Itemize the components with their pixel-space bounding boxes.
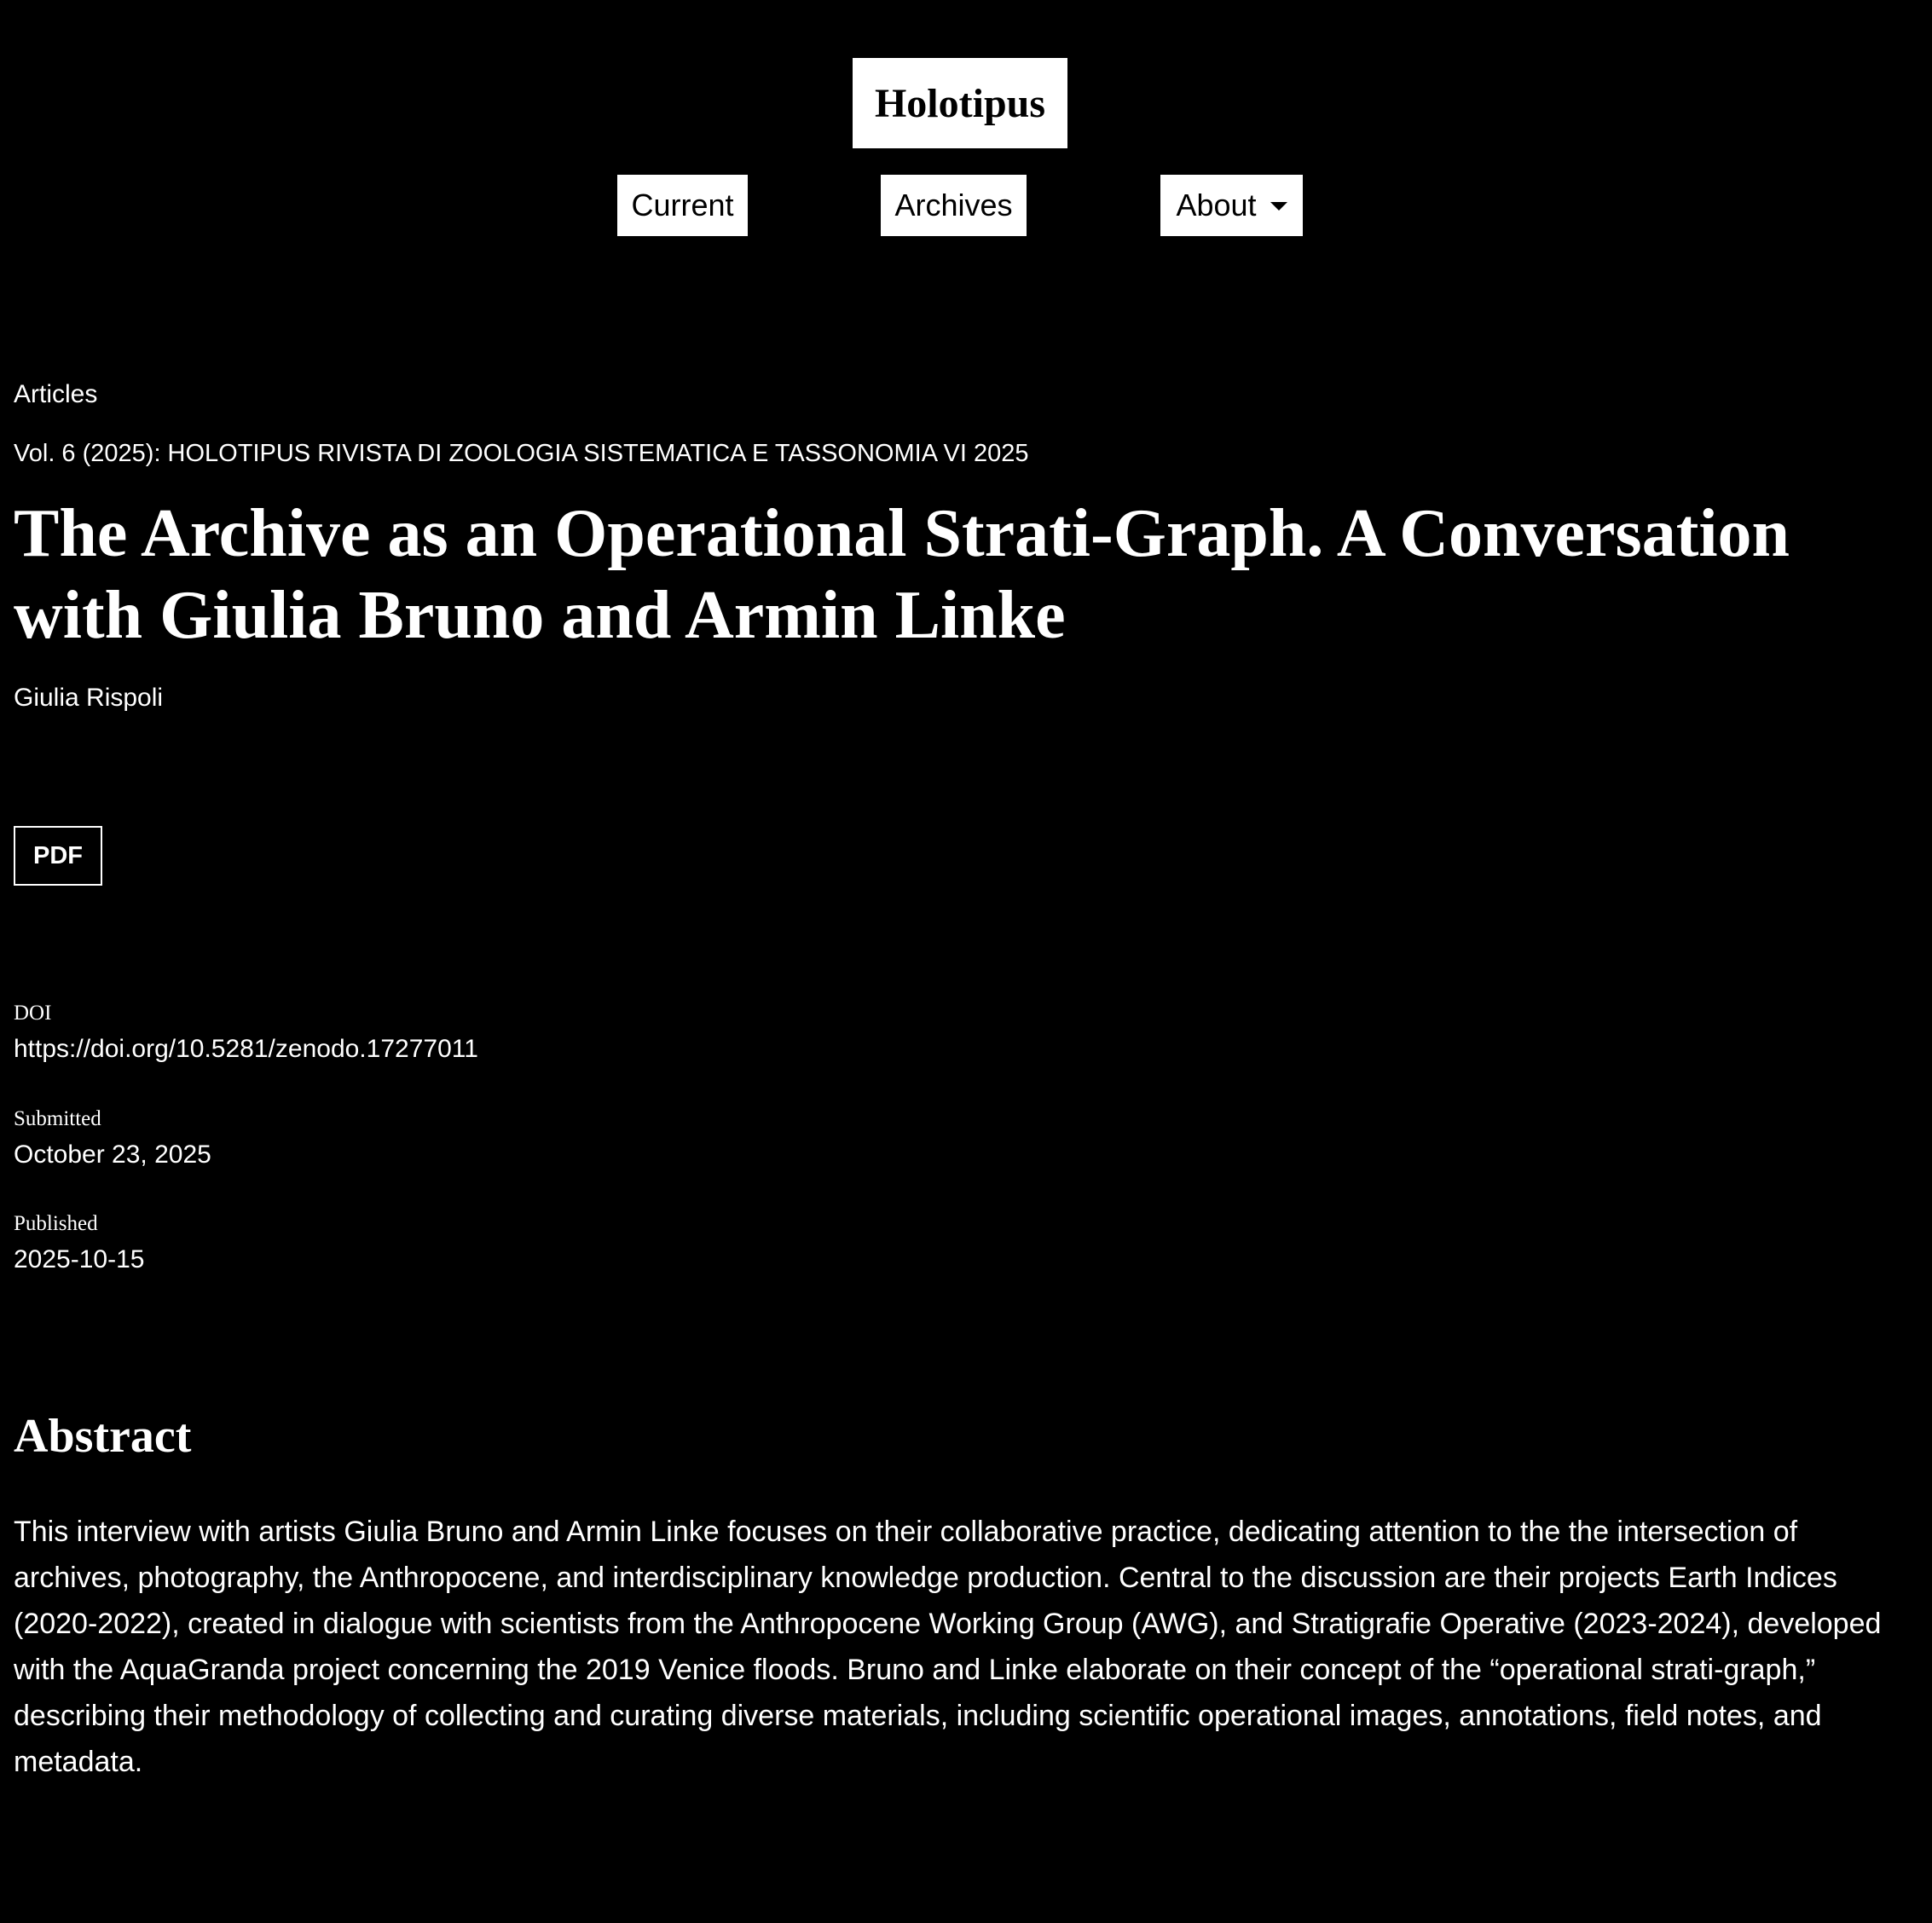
nav-about-dropdown[interactable]	[1160, 175, 1303, 236]
doi-link[interactable]: https://doi.org/10.5281/zenodo.17277011	[14, 1035, 478, 1063]
published-label: Published	[14, 1212, 98, 1235]
page-title: The Archive as an Operational Strati-Graph. A Conversation with Giulia Bruno and Armin Linke	[14, 496, 1790, 653]
pdf-button[interactable]: PDF	[14, 826, 102, 886]
nav-about-label: About	[1176, 188, 1257, 222]
nav-current[interactable]	[617, 175, 748, 236]
published-date: 2025-10-15	[14, 1245, 145, 1273]
submitted-label: Submitted	[14, 1107, 101, 1130]
chevron-down-icon	[1270, 202, 1287, 211]
site-logo[interactable]: Holotipus	[853, 58, 1067, 148]
author-name: Giulia Rispoli	[14, 684, 164, 712]
issue-link[interactable]: Vol. 6 (2025): HOLOTIPUS RIVISTA DI ZOOLOGIA SISTEMATICA E TASSONOMIA VI 2025	[14, 440, 1029, 467]
doi-label: DOI	[14, 1002, 52, 1025]
nav-archives-label: Archives	[894, 188, 1013, 222]
submitted-date: October 23, 2025	[14, 1141, 211, 1169]
nav-current-label: Current	[631, 188, 734, 222]
section-label: Articles	[14, 380, 98, 408]
abstract-text: This interview with artists Giulia Bruno and Armin Linke focuses on their collaborative practice, dedicating attention to the the intersection of archives, photography, the Anthropocene, and interdisciplinary knowledge production. Central to the discussion are their projects Earth Indices (2020-2022), created in dialogue with scientists from the Anthropocene Working Group (AWG), and Stratigrafie Operative (2023-2024), developed with the AquaGranda project concerning the 2019 Venice floods. Bruno and Linke elaborate on their concept of the “operational strati-graph,” describing their methodology of collecting and curating diverse materials, including scientific operational images, annotations, field notes, and metadata.	[14, 1516, 1882, 1778]
abstract-heading: Abstract	[14, 1410, 192, 1463]
nav-archives[interactable]	[881, 175, 1027, 236]
